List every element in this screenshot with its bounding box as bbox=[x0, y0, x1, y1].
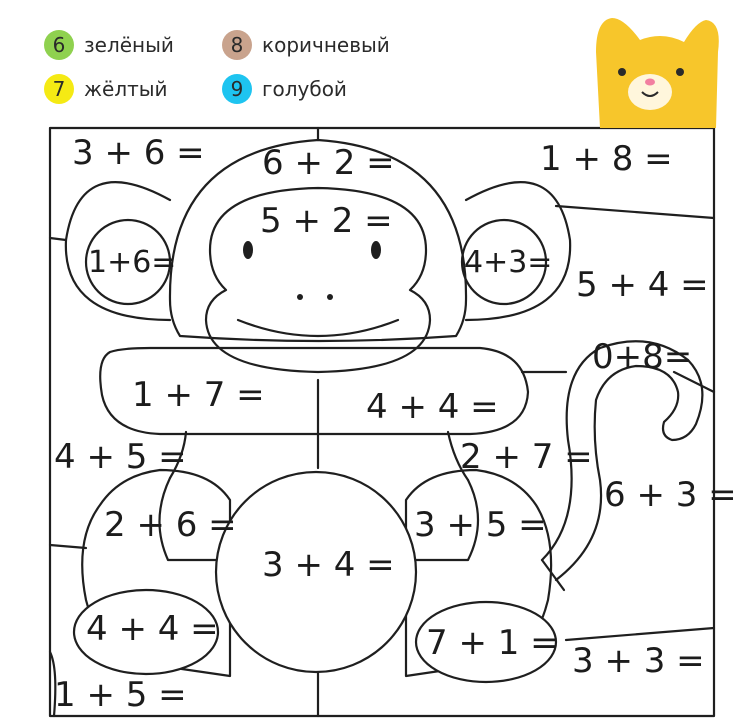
left-eye bbox=[243, 241, 253, 259]
equation-left-foot: 4 + 4 = bbox=[86, 609, 219, 649]
legend-label: зелёный bbox=[84, 33, 174, 57]
divider-line bbox=[50, 238, 66, 240]
legend-label: жёлтый bbox=[84, 77, 168, 101]
nostril bbox=[297, 294, 303, 300]
equation-face: 5 + 2 = bbox=[260, 201, 393, 241]
divider-line bbox=[556, 206, 714, 218]
legend-number: 7 bbox=[52, 77, 66, 101]
equation-belly: 3 + 4 = bbox=[262, 545, 395, 585]
equation-right-arm: 4 + 4 = bbox=[366, 387, 499, 427]
equation-right-foot: 7 + 1 = bbox=[426, 623, 559, 663]
legend-label: коричневый bbox=[262, 33, 390, 57]
divider-line bbox=[50, 545, 86, 548]
equation-left-leg: 2 + 6 = bbox=[104, 505, 237, 545]
equation-right-mid: 5 + 4 = bbox=[576, 265, 709, 305]
right-eye bbox=[371, 241, 381, 259]
equation-left-ear: 1+6= bbox=[88, 245, 177, 280]
equation-head-top: 6 + 2 = bbox=[262, 143, 395, 183]
equation-top-right: 1 + 8 = bbox=[540, 139, 673, 179]
equation-tail-side: 6 + 3 = bbox=[604, 475, 737, 515]
monkey-mouth bbox=[238, 320, 398, 336]
nostril bbox=[327, 294, 333, 300]
equation-bottom-left: 1 + 5 = bbox=[54, 675, 187, 715]
cat-mascot-icon bbox=[596, 18, 719, 128]
legend-number: 6 bbox=[52, 33, 66, 57]
legend-number: 9 bbox=[230, 77, 244, 101]
equation-right-leg: 3 + 5 = bbox=[414, 505, 547, 545]
equation-right-ear: 4+3= bbox=[464, 245, 553, 280]
equation-left-mid: 4 + 5 = bbox=[54, 437, 187, 477]
legend-number: 8 bbox=[230, 33, 244, 57]
equation-top-left: 3 + 6 = bbox=[72, 133, 205, 173]
equation-bottom-right: 3 + 3 = bbox=[572, 641, 705, 681]
equation-left-arm: 1 + 7 = bbox=[132, 375, 265, 415]
divider-line bbox=[566, 628, 714, 640]
legend-label: голубой bbox=[262, 77, 347, 101]
equation-center-right: 2 + 7 = bbox=[460, 437, 593, 477]
equation-tail-tip: 0+8= bbox=[592, 337, 693, 377]
